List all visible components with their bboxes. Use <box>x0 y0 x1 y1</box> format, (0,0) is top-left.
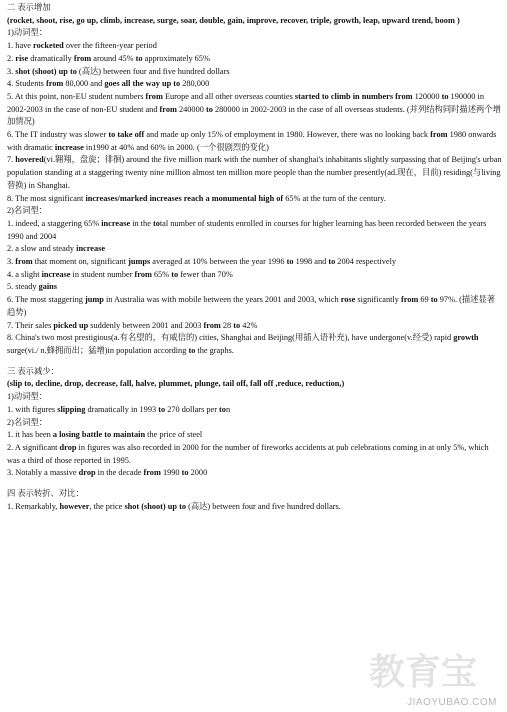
group-title: 2)名词型： <box>7 206 48 216</box>
group-title: 1)动词型： <box>7 392 48 402</box>
key-term: from <box>159 104 177 114</box>
key-term: to <box>179 501 186 511</box>
list-item: 1. indeed, a staggering 65% increase in the total number of students enrolled in courses for higher learning has been recorded between the years 1990 and 2004 <box>7 218 487 241</box>
key-term: started to climb in numbers <box>294 91 394 101</box>
document-body <box>7 2 502 513</box>
key-term: to <box>152 218 160 228</box>
key-term: a losing battle to maintain <box>52 430 146 440</box>
list-item: 3. Notably a massive drop in the decade from 1990 to 2000 <box>7 468 208 478</box>
section-heading: 二 表示增加 <box>7 3 51 12</box>
list-item: 3. from that moment on, significant jumps averaged at 10% between the year 1996 to 1998 and to 2004 respectively <box>7 257 397 267</box>
list-item: 2. a slow and steady increase <box>7 244 106 254</box>
watermark-logo-text: 教育宝 <box>369 652 478 693</box>
key-term: to <box>69 66 77 76</box>
key-term: rocketed <box>33 41 64 51</box>
list-item: 1. it has been a losing battle to maintain the price of steel <box>7 430 203 440</box>
key-term: slipping <box>57 404 86 414</box>
key-term: increase <box>41 269 71 279</box>
keyword-list: (rocket, shoot, rise, go up, climb, increase, surge, soar, double, gain, improve, recover, triple, growth, leap, upward trend, boom ) <box>7 15 460 25</box>
key-term: from <box>145 91 163 101</box>
list-item: 1. have rocketed over the fifteen-year period <box>7 41 157 51</box>
key-term: to <box>108 130 116 140</box>
section-decrease <box>7 366 502 480</box>
key-term: to <box>286 257 294 267</box>
key-term: to <box>135 53 143 63</box>
list-item: 4. a slight increase in student number from 65% to fewer than 70% <box>7 269 233 279</box>
key-term: jump <box>84 295 104 305</box>
section-contrast <box>7 488 502 513</box>
key-term: drop <box>78 468 96 478</box>
list-item: 2. rise dramatically from around 45% to approximately 65% <box>7 53 210 63</box>
key-term: gains <box>38 282 58 292</box>
section-increase <box>7 2 502 358</box>
key-term: rise <box>15 53 29 63</box>
list-item: 7. Their sales picked up suddenly between 2001 and 2003 from 28 to 42% <box>7 320 258 330</box>
key-term: to <box>441 91 449 101</box>
key-term: from <box>134 269 152 279</box>
key-term: from <box>15 257 33 267</box>
key-term: to <box>188 345 196 355</box>
key-term: shot (shoot) up <box>124 501 177 511</box>
key-term: increases/marked increases reach a monumental high of <box>85 193 284 203</box>
key-term: goes all the way up to <box>104 79 181 89</box>
key-term: increase <box>76 244 106 254</box>
key-term: to <box>158 404 166 414</box>
section-heading: 四 表示转折、对比： <box>7 489 84 499</box>
list-item: 8. The most significant increases/marked increases reach a monumental high of 65% at the turn of the century. <box>7 193 386 203</box>
key-term: picked up <box>53 320 89 330</box>
key-term: from <box>73 53 92 63</box>
list-item: 8. China's two most prestigious(a.有名望的，有威信的) cities, Shanghai and Beijing(用插入语补充), have undergone(v.经受) rapid growth surge(vi./ n.蜂拥而出；猛增)in population according to the graphs. <box>7 333 479 355</box>
key-term: from <box>143 468 161 478</box>
group-title: 2)名词型： <box>7 417 48 427</box>
key-term: jumps <box>128 257 151 267</box>
key-term: from <box>400 295 419 305</box>
key-term: growth <box>453 333 479 343</box>
key-term: hovered <box>15 155 44 165</box>
key-term: rose <box>340 295 356 305</box>
list-item: 1. with figures slipping dramatically in 1993 to 270 dollars per ton <box>7 404 231 414</box>
key-term: from <box>395 91 413 101</box>
key-term: increase <box>101 218 131 228</box>
key-term: to <box>171 269 179 279</box>
key-term: to <box>219 404 226 414</box>
list-item: 5. steady gains <box>7 282 58 292</box>
key-term: to <box>430 295 438 305</box>
key-term: to <box>233 320 241 330</box>
keyword-list: (slip to, decline, drop, decrease, fall, halve, plummet, plunge, tail off, fall off ,reduce, reduction,) <box>7 379 345 389</box>
watermark-url: JIAOYUBAO.COM <box>407 697 497 708</box>
list-item: 3. shot (shoot) up to (高达) between four and five hundred dollars <box>7 66 230 76</box>
key-term: to <box>205 104 213 114</box>
list-item: 6. The IT industry was slower to take off and made up only 15% of employment in 1980. However, there was no looking back from 1980 onwards with dramatic increase in1990 at 40% and 60% in 2000. (一个很剧烈的变化) <box>7 130 497 152</box>
key-term: however <box>59 501 90 511</box>
list-item: 5. At this point, non-EU student numbers from Europe and all other overseas counties started to climb in numbers from 120000 to 190000 in 2002-2003 in the case of non-EU student and from 240000 to 280000 in 2002-2003 in the case of all overseas students. (并列结构同时描述两个增加情况) <box>7 91 501 127</box>
list-item: 6. The most staggering jump in Australia was with mobile between the years 2001 and 2003, which rose significantly from 69 to 97%. (描述显著趋势) <box>7 295 496 317</box>
key-term: from <box>430 130 448 140</box>
key-term: to <box>328 257 336 267</box>
list-item: 4. Students from 80,000 and goes all the way up to 280,000 <box>7 79 210 89</box>
key-term: drop <box>59 442 77 452</box>
section-heading: 三 表示减少： <box>7 366 59 376</box>
key-term: take off <box>117 130 145 140</box>
watermark-logo <box>367 646 499 694</box>
list-item: 2. A significant drop in figures was also recorded in 2000 for the number of fireworks accidents at pub celebrations coming in at only 5%, which was a third of those reported in 1995. <box>7 442 489 465</box>
key-term: from <box>45 79 64 89</box>
list-item: 1. Remarkably, however, the price shot (shoot) up to (高达) between four and five hundred dollars. <box>7 501 341 511</box>
key-term: shot (shoot) up <box>15 66 68 76</box>
group-title: 1)动词型： <box>7 28 48 38</box>
key-term: increase <box>54 142 84 152</box>
key-term: to <box>181 468 189 478</box>
list-item: 7. hovered(vi.翱翔，盘旋；徘徊) around the five million mark with the number of shanghai's inhabitants slightly surpassing that of Beijing's urban population standing at a staggering twenty nine million almost ten million more people than the number presently(ad.现在，目前) residing(与living 替换) in Shanghai. <box>7 155 502 190</box>
key-term: from <box>203 320 221 330</box>
